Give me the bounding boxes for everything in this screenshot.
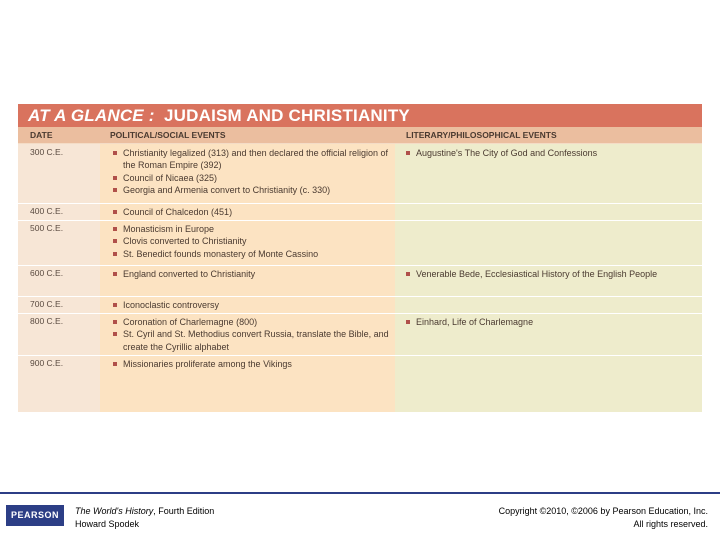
row-date: 800 C.E. <box>30 316 64 326</box>
bullet-icon <box>113 210 117 214</box>
row-date: 500 C.E. <box>30 223 64 233</box>
bullet-icon <box>113 188 117 192</box>
political-event-item <box>113 147 393 172</box>
table-row <box>18 296 702 314</box>
table-row <box>18 355 702 412</box>
political-event-item <box>113 172 393 184</box>
event-text: Christianity legalized (313) and then declared the official religion of the Roman Empire (392) <box>123 148 388 171</box>
political-events-list <box>113 316 393 353</box>
header-political: POLITICAL/SOCIAL EVENTS <box>110 130 226 140</box>
book-title: The World's History <box>75 506 154 516</box>
political-event-item <box>113 328 393 353</box>
row-date: 600 C.E. <box>30 268 64 278</box>
table-row <box>18 313 702 356</box>
header-date: DATE <box>30 130 53 140</box>
political-event-item <box>113 184 393 196</box>
table-row <box>18 144 702 204</box>
political-event-item <box>113 223 393 235</box>
literary-event-item <box>406 268 696 280</box>
literary-event-item <box>406 147 696 159</box>
copyright-text: Copyright ©2010, ©2006 by Pearson Education, Inc. <box>498 506 708 516</box>
row-date: 400 C.E. <box>30 206 64 216</box>
footer-book-info <box>75 505 214 530</box>
political-events-list <box>113 223 393 260</box>
event-text: Einhard, Life of Charlemagne <box>416 317 534 327</box>
event-text: Clovis converted to Christianity <box>123 236 247 247</box>
footer-copyright <box>499 505 708 530</box>
bullet-icon <box>113 252 117 256</box>
book-author: Howard Spodek <box>75 518 140 529</box>
literary-event-item <box>406 316 696 328</box>
bullet-icon <box>113 332 117 336</box>
political-event-item <box>113 206 393 218</box>
bullet-icon <box>113 303 117 307</box>
event-text: Council of Nicaea (325) <box>123 172 218 183</box>
political-events-list <box>113 206 393 218</box>
book-edition: , Fourth Edition <box>153 506 215 516</box>
event-text: Augustine's The City of God and Confessions <box>416 148 598 158</box>
political-event-item <box>113 235 393 247</box>
literary-events-list <box>406 316 696 328</box>
bullet-icon <box>406 151 410 155</box>
event-text: St. Benedict founds monastery of Monte Cassino <box>123 248 319 259</box>
bullet-icon <box>113 362 117 366</box>
event-text: England converted to Christianity <box>123 269 256 279</box>
political-event-item <box>113 299 393 311</box>
bullet-icon <box>113 272 117 276</box>
row-date: 900 C.E. <box>30 358 64 368</box>
literary-events-list <box>406 147 696 159</box>
bullet-icon <box>113 151 117 155</box>
row-date: 700 C.E. <box>30 299 64 309</box>
header-literary: LITERARY/PHILOSOPHICAL EVENTS <box>406 130 557 140</box>
event-text: St. Cyril and St. Methodius convert Russia, translate the Bible, and create the Cyrillic alphabet <box>123 329 389 352</box>
bullet-icon <box>113 176 117 180</box>
bullet-icon <box>113 239 117 243</box>
political-events-list <box>113 299 393 311</box>
bullet-icon <box>406 272 410 276</box>
bullet-icon <box>113 227 117 231</box>
political-events-list <box>113 268 393 280</box>
event-text: Monasticism in Europe <box>123 224 215 234</box>
column-headers <box>18 127 702 144</box>
rights-text: All rights reserved. <box>633 518 708 529</box>
event-text: Venerable Bede, Ecclesiastical History of the English People <box>416 269 658 279</box>
pearson-logo: PEARSON <box>6 505 64 526</box>
event-text: Iconoclastic controversy <box>123 300 220 310</box>
at-a-glance-table <box>18 104 702 412</box>
political-event-item <box>113 316 393 328</box>
political-event-item <box>113 268 393 280</box>
table-row <box>18 203 702 221</box>
title-prefix: AT A GLANCE : <box>28 106 155 125</box>
title-main: JUDAISM AND CHRISTIANITY <box>164 106 410 125</box>
political-events-list <box>113 147 393 196</box>
political-events-list <box>113 358 393 370</box>
event-text: Coronation of Charlemagne (800) <box>123 317 258 327</box>
footer-divider <box>0 492 720 494</box>
table-row <box>18 265 702 297</box>
bullet-icon <box>113 320 117 324</box>
table-title <box>18 104 702 127</box>
bullet-icon <box>406 320 410 324</box>
event-text: Missionaries proliferate among the Vikings <box>123 359 292 369</box>
political-event-item <box>113 358 393 370</box>
table-row <box>18 220 702 266</box>
row-date: 300 C.E. <box>30 147 64 157</box>
political-event-item <box>113 248 393 260</box>
literary-events-list <box>406 268 696 280</box>
event-text: Georgia and Armenia convert to Christianity (c. 330) <box>123 184 331 195</box>
event-text: Council of Chalcedon (451) <box>123 207 233 217</box>
